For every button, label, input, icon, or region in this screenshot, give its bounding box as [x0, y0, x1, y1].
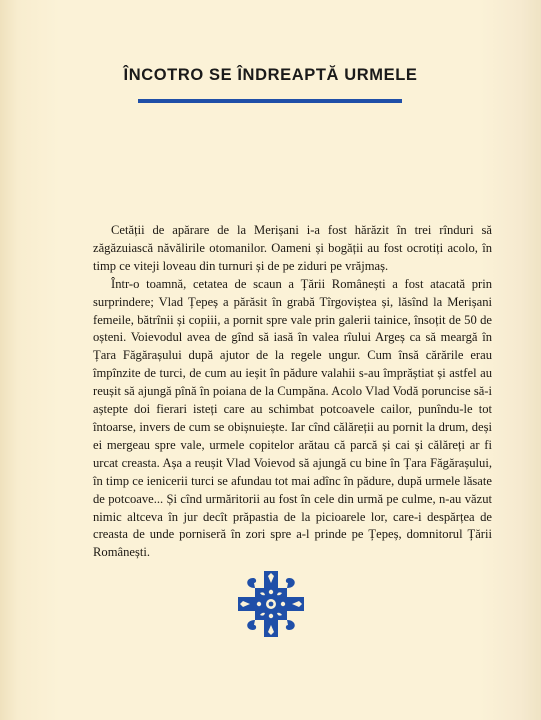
folk-rosette-ornament-icon [235, 568, 307, 640]
story-text [93, 222, 492, 562]
title-underline [138, 99, 402, 103]
page-title: ÎNCOTRO SE ÎNDREAPTĂ URMELE [123, 66, 418, 84]
paragraph-2: Într-o toamnă, cetatea de scaun a Țării Românești a fost atacată prin surprindere; Vlad Țepeș a părăsit în grabă Tîrgoviștea și, lăsînd la Merișani femeile, bătrînii și copiii, a pornit spre vale prin galerii tainice, însoțit de 50 de oșteni. Voievodul avea de gînd să iasă în valea rîului Argeș ca să meargă în Țara Făgărașului după ajutor de la regele ungur. Cum însă cărările erau împînzite de turci, de cum au ieșit în pădure valahii s-au împrăștiat și astfel au reușit să ajungă pînă în poiana de la Cumpăna. Acolo Vlad Vodă poruncise să-i aștepte doi fierari isteți care au schimbat potcoavele cailor, punîndu-le tot întoarse, invers de cum se obișnuiește. Iar cînd călăreții au pornit la drum, deși ei mergeau spre vale, urmele copitelor arătau că parcă și cai și călăreți ar fi urcat creasta. Așa a reușit Vlad Voievod să ajungă cu bine în Țara Făgărașului, în timp ce ienicerii turci se afundau tot mai adînc în pădure, după urmele lăsate de potcoave... Și cînd urmăritorii au fost în cele din urmă pe culme, n-au văzut nimic altceva în jur decît prăpastia de la picioarele lor, care-i despărțea de creasta de unde porniseră în zori spre a-l prinde pe Țepeș, domnitorul Țării Românești. [93, 276, 492, 560]
paragraph-1: Cetății de apărare de la Merișani i-a fost hărăzit în trei rînduri să zăgăzuiască năvălirile otomanilor. Oameni și bogății au fost ocrotiți acolo, în timp ce viteji loveau din turnuri și de pe ziduri pe vrăjmaș. [93, 223, 492, 273]
